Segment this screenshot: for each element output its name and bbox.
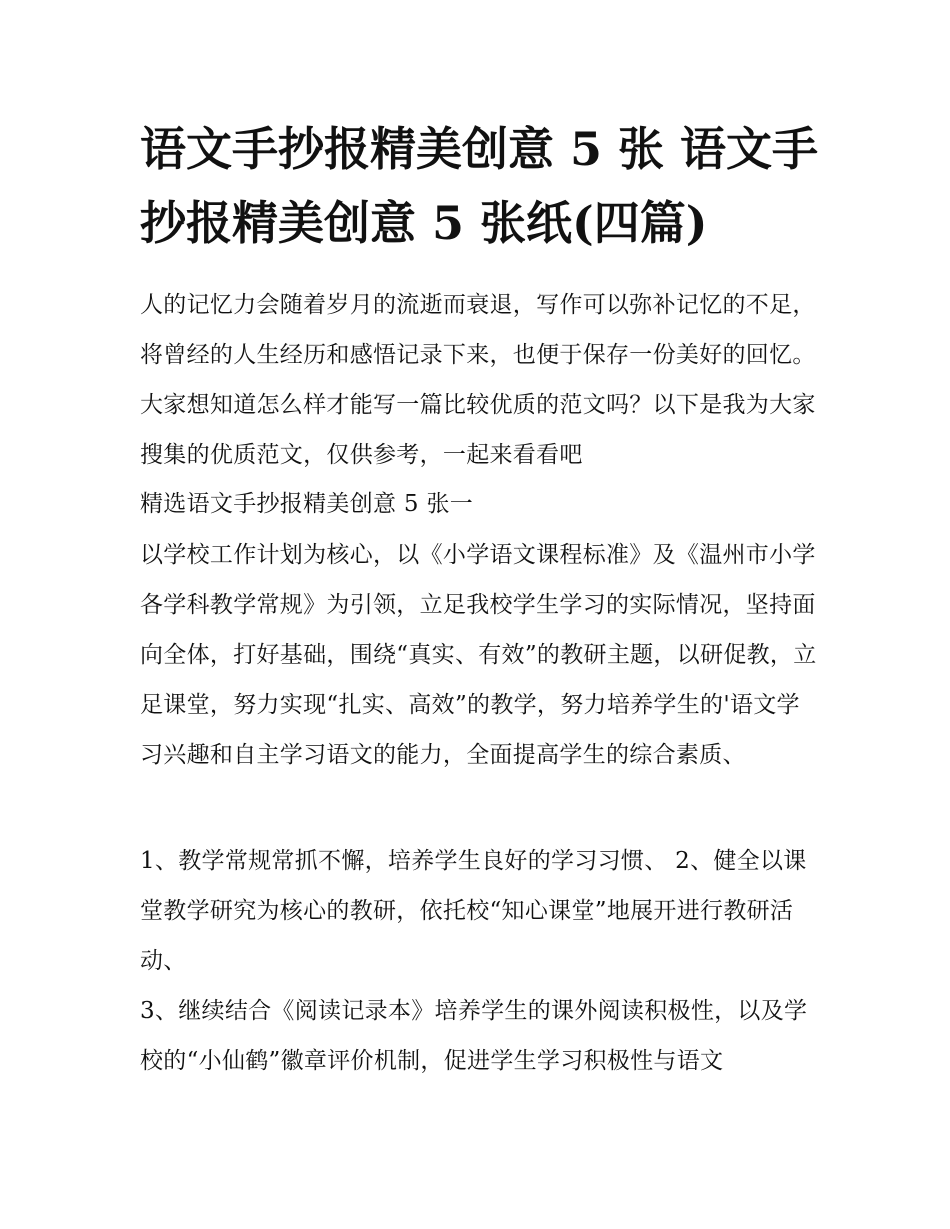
body-paragraph-2: 1、教学常规常抓不懈，培养学生良好的学习习惯、 2、健全以课堂教学研究为核心的教研，依托校“知心课堂”地展开进行教研活动、 xyxy=(140,848,807,974)
intro-paragraph: 人的记忆力会随着岁月的流逝而衰退，写作可以弥补记忆的不足，将曾经的人生经历和感悟记录下来，也便于保存一份美好的回忆。大家想知道怎么样才能写一篇比较优质的范文吗？以下是我为大家搜集的优质范文，仅供参考，一起来看看吧 xyxy=(140,292,816,468)
document-title: 语文手抄报精美创意 5 张 语文手抄报精美创意 5 张纸(四篇) xyxy=(140,122,819,250)
section-heading: 精选语文手抄报精美创意 5 张一 xyxy=(140,491,474,517)
body-paragraph-1: 以学校工作计划为核心，以《小学语文课程标准》及《温州市小学各学科教学常规》为引领，立足我校学生学习的实际情况，坚持面向全体，打好基础，围绕“真实、有效”的教研主题，以研促教，立足课堂，努力实现“扎实、高效”的教学，努力培养学生的'语文学习兴趣和自主学习语文的能力，全面提高学生的综合素质、 xyxy=(140,542,817,768)
body-paragraph-3: 3、继续结合《阅读记录本》培养学生的课外阅读积极性，以及学校的“小仙鹤”徽章评价机制，促进学生学习积极性与语文 xyxy=(140,998,808,1074)
